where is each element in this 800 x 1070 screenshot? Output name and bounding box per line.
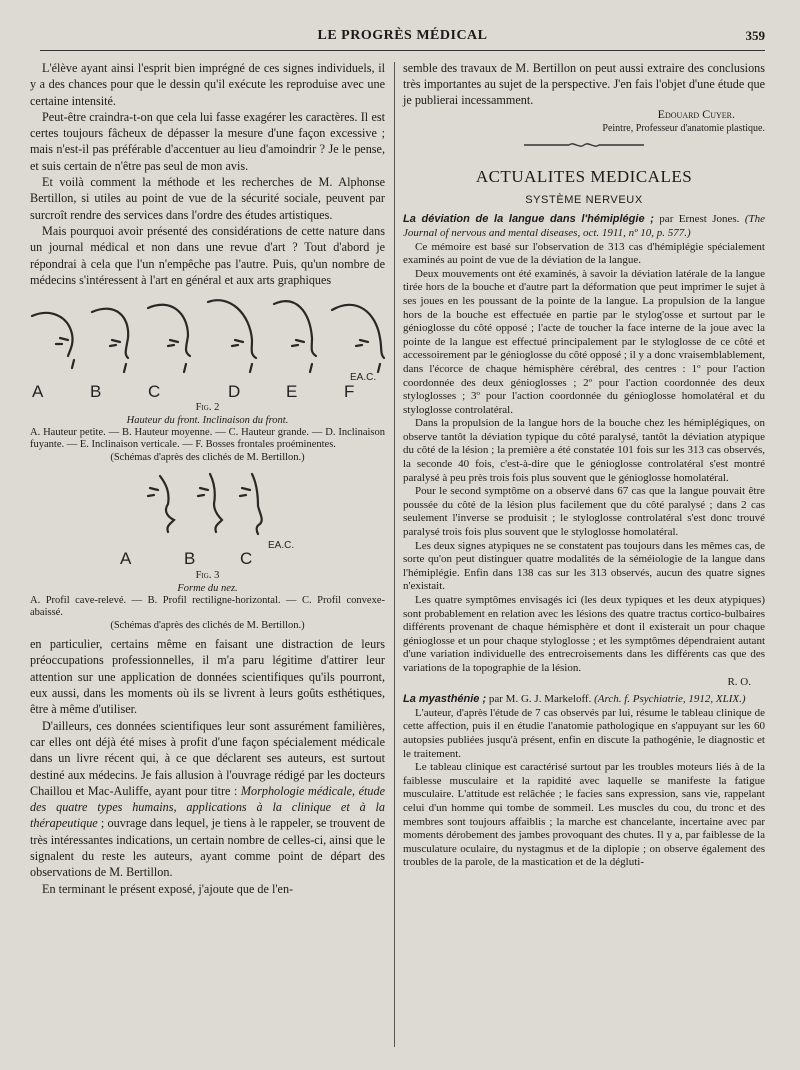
figure-legend: A. Hauteur petite. — B. Hauteur moyenne. — C. Hauteur grande. — D. Inclinaison fuyante. — E. Inclinaison verticale. — F. Bosses frontales proéminentes. bbox=[30, 427, 385, 451]
figure-3 bbox=[30, 470, 385, 632]
paragraph: L'élève ayant ainsi l'esprit bien imprégné de ces signes individuels, il y a des chances pour que le dessin qu'il exécute les reproduise avec une certaine intensité. bbox=[30, 61, 385, 108]
subsection-title: SYSTÈME NERVEUX bbox=[525, 193, 643, 206]
page-number: 359 bbox=[745, 28, 765, 43]
paragraph: Le tableau clinique est caractérisé surtout par les troubles moteurs liés à de la faiblesse musculaire et la rapidité avec laquelle se manifeste la fatigue musculaire. L'attitude est relâchée ; le facies sans expression, sans vie, rappelant celui d'un homme qui tombe de sommeil. Les muscles du cou, du tronc et des membres sont toujours affaiblis ; la marche est chancelante, incertaine avec par moments dérobement des jambes provoquant des chutes. Il y a, par faiblesse de la musculature oculaire, du nystagmus et de la diplopie ; on observe également des troubles de la parole, de la mastication et de la dégluti- bbox=[403, 761, 765, 869]
right-column bbox=[403, 60, 765, 870]
fig2-letter: D bbox=[228, 382, 241, 402]
fig2-artist-signature: EA.C. bbox=[350, 372, 377, 384]
paragraph-text: ; ouvrage dans lequel, je tiens à le rappeler, se trouvent de très intéressantes indications, un certain nombre de celles-ci, ainsi que le signalent du reste les auteurs, ayant comme point de départ des observations de M. Bertillon. bbox=[30, 816, 385, 880]
paragraph: semble des travaux de M. Bertillon on peut aussi extraire des conclusions très importantes au sujet de la perspective. J'en fais l'objet d'une étude que je publierai incessamment. bbox=[403, 61, 765, 107]
article-signature: R. O. bbox=[727, 675, 751, 688]
fig2-letter: F bbox=[344, 382, 355, 402]
article-heading bbox=[403, 693, 765, 707]
fig3-letter: A bbox=[120, 549, 132, 569]
figure-legend: A. Profil cave-relevé. — B. Profil rectiligne-horizontal. — C. Profil convexe-abaissé. bbox=[30, 595, 385, 619]
fig3-letter: C bbox=[240, 549, 253, 569]
paragraph: Ce mémoire est basé sur l'observation de 313 cas d'hémiplégie spécialement examinés au point de vue de la déviation de la langue. bbox=[403, 240, 765, 267]
paragraph: Mais pourquoi avoir présenté des considérations de cette nature dans un journal médical et non dans une revue d'art ? Tout d'abord je répondrai à cela que l'un n'empêche pas l'autre. Puis, qu'un nombre de médecins s'intéressent à l'art en général et aux arts graphiques bbox=[30, 223, 385, 287]
fig2-letter: A bbox=[32, 382, 44, 402]
figure-number: Fig. 2 bbox=[195, 402, 220, 414]
fig2-letter: C bbox=[148, 382, 161, 402]
figure-2 bbox=[30, 294, 385, 464]
figure-title: Hauteur du front. Inclinaison du front. bbox=[126, 414, 289, 426]
paragraph: Les deux signes atypiques ne se constatent pas toujours dans les mêmes cas, de sorte qu'on peut distinguer quatre modalités de la séméiologie de la langue dans l'hémiplégie. Enfin dans 138 cas sur les 313 observés, aucun des quatre signes n'existait. bbox=[403, 539, 765, 593]
paragraph: Deux mouvements ont été examinés, à savoir la déviation latérale de la langue tirée hors de la bouche et d'autre part la déformation que peut imprimer le sujet à ses joues en les poussant de la pointe de la langue. La propulsion de la langue hors de la bouche est effectuée en partie par le stylog'osse et surtout par le génioglosse du côté opposé ; l'acte de toucher la face interne de la joue avec la pointe de la langue est effectué principalement par le styloglosse de ce côté et accessoirement par le génioglosse du côté opposé ; il y a donc vraisemblablement, dans l'écorce de chaque hémisphère cérébral, des centres : 1º pour l'action coordonnée des deux génioglosses ; 2º pour l'action coordonnée des deux styloglosses ; 3º pour l'action coordonnée du génioglosse homolatéral et du styloglosse controlatéral. bbox=[403, 267, 765, 416]
paragraph: En terminant le présent exposé, j'ajoute que de l'en- bbox=[42, 881, 294, 896]
book-title: Morphologie médicale, étude des quatre types humains, applications à la clinique et à la thérapeutique bbox=[30, 783, 385, 831]
article-reference: (The Journal of nervous and mental diseases, oct. 1911, nº 10, p. 577.) bbox=[403, 213, 765, 239]
article-title: La myasthénie ; bbox=[403, 693, 487, 706]
paragraph: Peut-être craindra-t-on que cela lui fasse exagérer les caractères. Il est certes toujours fâcheux de dépasser la mesure d'une façon excessive ; mais n'est-il pas préférable d'accentuer au lieu d'amoindrir ? Je le pense, et suis certain de n'être pas seul de mon avis. bbox=[30, 109, 385, 173]
figure-source: (Schémas d'après des clichés de M. Bertillon.) bbox=[110, 620, 305, 632]
ornament-divider bbox=[403, 139, 765, 156]
paragraph: Et voilà comment la méthode et les recherches de M. Alphonse Bertillon, si utiles au point de vue de la sécurité sociale, peuvent par surcroît rendre des services dans l'ordre des études artistiques. bbox=[30, 175, 385, 222]
article-heading bbox=[403, 213, 765, 240]
fig3-artist-signature: EA.C. bbox=[268, 540, 295, 552]
journal-title: LE PROGRÈS MÉDICAL bbox=[317, 28, 488, 43]
article-reference: (Arch. f. Psychiatrie, 1912, XLIX.) bbox=[594, 693, 746, 706]
figure-number: Fig. 3 bbox=[195, 570, 220, 582]
running-header bbox=[40, 28, 765, 51]
paragraph-text: D'ailleurs, ces données scientifiques leur sont assurément familières, car elles ont déjà été mises à profit d'une façon spécialement médicale dans un livre récent qui, à ce que déclarent ses auteurs, est surtout destiné aux médecins. Je fais allusion à l'ouvrage rédigé par les docteurs Chaillou et Mac-Auliffe, ayant pour titre : bbox=[30, 718, 385, 798]
fig2-letter: B bbox=[90, 382, 102, 402]
forehead-profiles-drawing bbox=[30, 294, 385, 402]
ornament bbox=[524, 139, 644, 151]
paragraph: Dans la propulsion de la langue hors de la bouche chez les hémiplégiques, on observe tantôt la déviation typique du côté paralysé, tantôt la déviation atypique du côté de la lésion ; la première a été constatée 101 fois sur les 313 cas observés, la seconde 40 fois, c'est-à-dire que le génioglosse controlatéral s'est montré paralysé à peu près trois fois plus souvent que le génioglosse homolatéral. bbox=[403, 417, 765, 484]
article-author: par M. G. J. Markeloff. bbox=[486, 693, 595, 706]
column-rule bbox=[394, 62, 395, 1047]
fig3-letter: B bbox=[184, 549, 196, 569]
article-title: La déviation de la langue dans l'hémiplégie ; bbox=[403, 213, 654, 226]
paragraph bbox=[30, 718, 385, 881]
fig2-letter: E bbox=[286, 382, 298, 402]
section-title: ACTUALITES MEDICALES bbox=[475, 166, 693, 186]
article-author: par Ernest Jones. bbox=[653, 213, 745, 226]
paragraph: L'auteur, d'après l'étude de 7 cas observés par lui, résume le tableau clinique de cette affection, puis il en étudie l'anatomie pathologique en s'appuyant sur les 60 autopsies publiées jusqu'à présent, enfin en discute la pathogénie, le diagnostic et le traitement. bbox=[403, 706, 765, 760]
nose-profiles-drawing bbox=[30, 470, 385, 570]
paragraph: Pour le second symptôme on a observé dans 67 cas que la langue pouvait être poussée du côté de la lésion plus facilement que du côté paralysé ; dans 2 cas seulement l'inverse se produisit ; le styloglosse controlatéral s'est donc trouvé paralysé trois fois plus souvent que le styloglosse homolatéral. bbox=[403, 485, 765, 539]
paragraph: en particulier, certains même en faisant une distraction de leurs préoccupations professionnelles, il m'a paru légitime d'attirer leur attention sur une application de données scientifiques qu'ils pourront, eux aussi, dans les moments où ils se livrent à leurs goûts esthétiques, être à même d'utiliser. bbox=[30, 637, 385, 717]
figure-title: Forme du nez. bbox=[177, 582, 238, 594]
figure-source: (Schémas d'après des clichés de M. Bertillon.) bbox=[110, 452, 305, 464]
left-column bbox=[30, 60, 385, 897]
author-signature: Edouard Cuyer. bbox=[657, 107, 735, 121]
paragraph: Les quatre symptômes envisagés ici (les deux typiques et les deux atypiques) sont probablement en relation avec les lésions des quatre tractus cortico-bulbaires différents provenant de chaque hémisphère et dont il existerait un pour chaque génioglosse et un pour chaque styloglosse ; et les symptômes dépendraient autant d'une variation individuelle des entrecroisements dans les différents cas que des variations de la topographie de la lésion. bbox=[403, 594, 765, 674]
author-role: Peintre, Professeur d'anatomie plastique. bbox=[602, 122, 765, 134]
